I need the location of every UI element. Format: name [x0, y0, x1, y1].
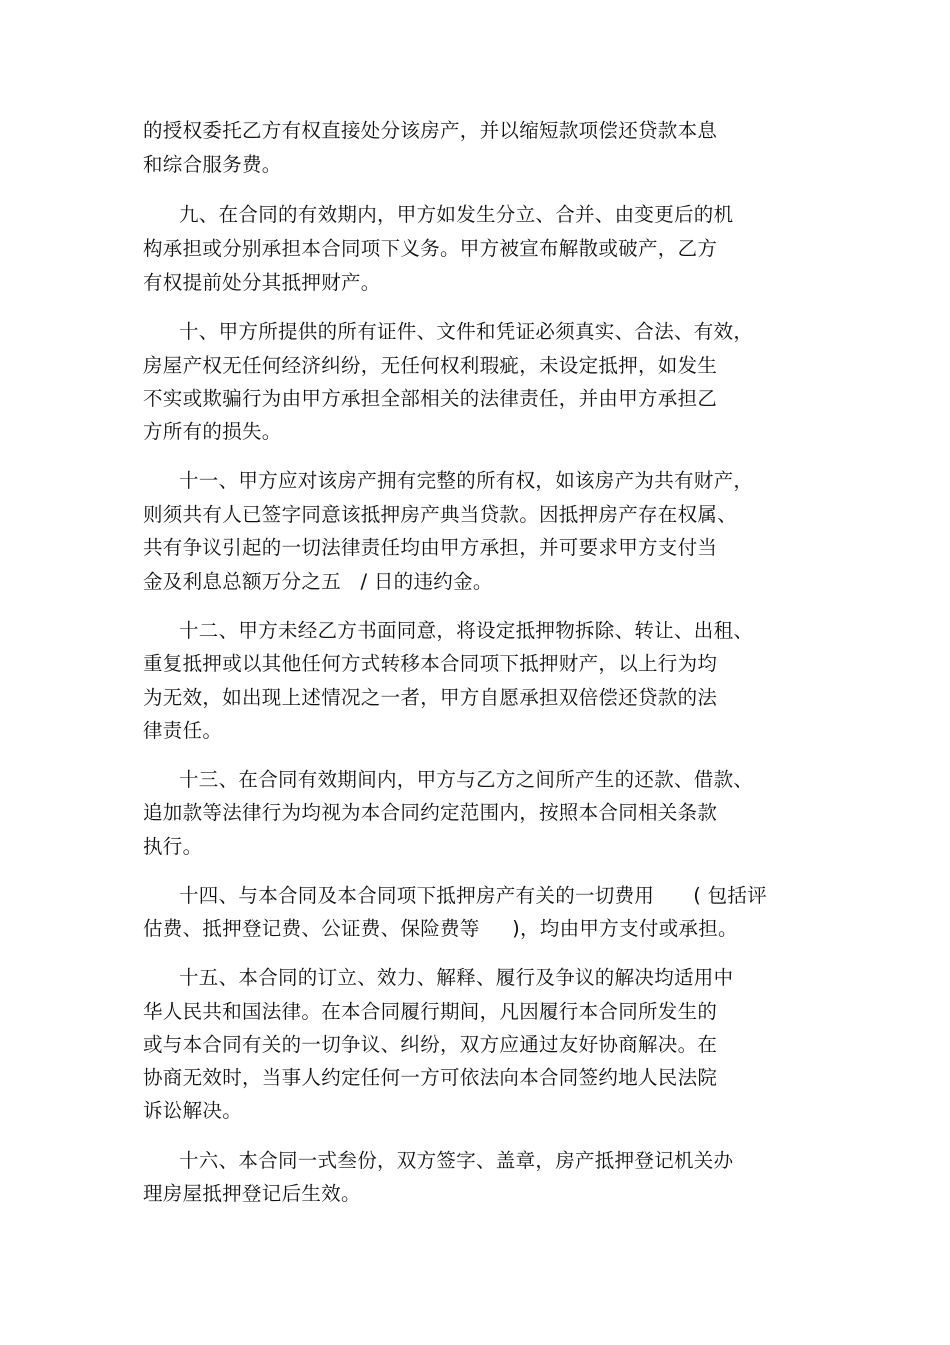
text-line: 十四、与本合同及本合同项下抵押房产有关的一切费用 ( 包括评	[179, 884, 767, 907]
text-line: 共有争议引起的一切法律责任均由甲方承担，并可要求甲方支付当	[143, 536, 718, 559]
text-line: 华人民共和国法律。在本合同履行期间，凡因履行本合同所发生的	[143, 1000, 718, 1023]
text-line: 或与本合同有关的一切争议、纠纷，双方应通过友好协商解决。在	[143, 1033, 718, 1056]
text-line: 为无效，如出现上述情况之一者，甲方自愿承担双倍偿还贷款的法	[143, 686, 718, 709]
text-line: 估费、抵押登记费、公证费、保险费等 )，均由甲方支付或承担。	[143, 917, 738, 940]
text-line: 十二、甲方未经乙方书面同意，将设定抵押物拆除、转让、出租、	[179, 619, 754, 642]
text-line: 房屋产权无任何经济纠纷，无任何权利瑕疵，未设定抵押，如发生	[143, 354, 718, 377]
text-line: 追加款等法律行为均视为本合同约定范围内，按照本合同相关条款	[143, 801, 718, 824]
text-line: 十、甲方所提供的所有证件、文件和凭证必须真实、合法、有效，	[179, 320, 754, 343]
text-line: 十六、本合同一式叁份，双方签字、盖章，房产抵押登记机关办	[179, 1149, 734, 1172]
text-line: 九、在合同的有效期内，甲方如发生分立、合并、由变更后的机	[179, 203, 734, 226]
text-line: 十三、在合同有效期间内，甲方与乙方之间所产生的还款、借款、	[179, 768, 754, 791]
text-line: 重复抵押或以其他任何方式转移本合同项下抵押财产，以上行为均	[143, 652, 718, 675]
text-line: 执行。	[143, 835, 203, 858]
text-line: 理房屋抵押登记后生效。	[143, 1182, 361, 1205]
text-line: 构承担或分别承担本合同项下义务。甲方被宣布解散或破产，乙方	[143, 237, 718, 260]
text-line: 的授权委托乙方有权直接处分该房产，并以缩短款项偿还贷款本息	[143, 119, 718, 142]
text-line: 不实或欺骗行为由甲方承担全部相关的法律责任，并由甲方承担乙	[143, 387, 718, 410]
text-line: 有权提前处分其抵押财产。	[143, 271, 381, 294]
text-line: 和综合服务费。	[143, 153, 282, 176]
text-line: 则须共有人已签字同意该抵押房产典当贷款。因抵押房产存在权属、	[143, 503, 738, 526]
text-line: 金及利息总额万分之五 / 日的违约金。	[143, 570, 493, 593]
text-line: 律责任。	[143, 719, 223, 742]
text-line: 方所有的损失。	[143, 420, 282, 443]
text-line: 协商无效时，当事人约定任何一方可依法向本合同签约地人民法院	[143, 1066, 718, 1089]
text-line: 十五、本合同的订立、效力、解释、履行及争议的解决均适用中	[179, 966, 734, 989]
text-line: 十一、甲方应对该房产拥有完整的所有权，如该房产为共有财产，	[179, 469, 754, 492]
text-line: 诉讼解决。	[143, 1099, 243, 1122]
